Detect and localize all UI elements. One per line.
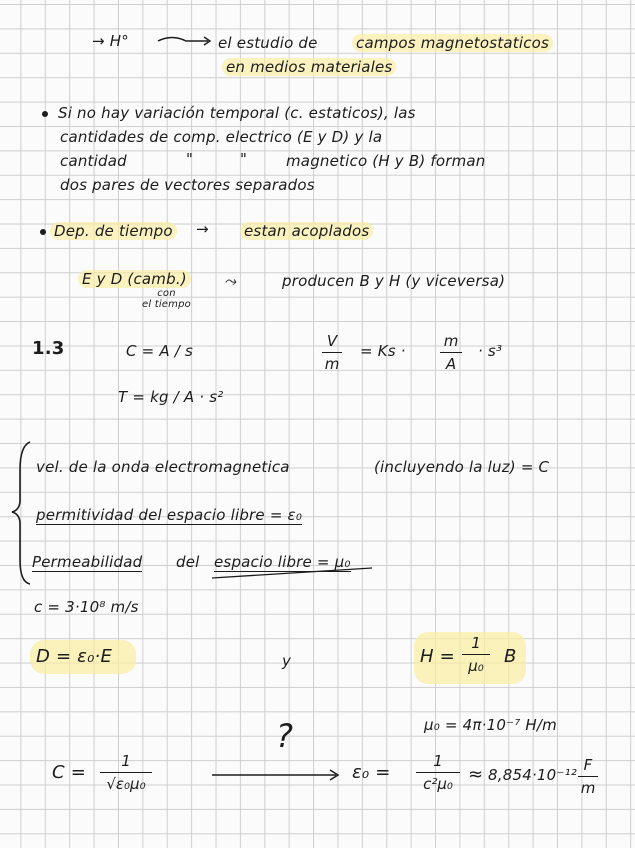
b1-line3a: cantidad	[60, 152, 127, 170]
approx-sign: ≈	[468, 764, 484, 785]
eq2-tail: · s³	[478, 342, 503, 360]
frac-c-num: 1	[121, 752, 131, 770]
frac-eps-num: 1	[433, 752, 443, 770]
frac-h-num: 1	[471, 634, 481, 652]
brace-row1a: vel. de la onda electromagnetica	[36, 458, 290, 476]
hl-medios: en medios materiales	[222, 58, 396, 76]
frac-unit-num: F	[583, 756, 593, 774]
brace-row3c: espacio libre = μ₀	[214, 553, 351, 571]
mu0-value: μ₀ = 4π·10⁻⁷ H/m	[424, 716, 557, 734]
eps-value: 8,854·10⁻¹²	[488, 766, 577, 784]
speed-of-light: c = 3·10⁸ m/s	[34, 598, 139, 616]
text-estudio: el estudio de	[218, 34, 318, 52]
eq-d: D = ε₀·E	[36, 646, 113, 667]
frac-unit-bar	[578, 776, 598, 777]
frac-v-den: m	[324, 355, 340, 373]
section-number: 1.3	[32, 338, 65, 359]
hl-acoplados: estan acoplados	[240, 222, 373, 240]
frac-unit-den: m	[580, 779, 596, 797]
question-mark: ?	[276, 717, 294, 755]
hl-campos: campos magnetostaticos	[352, 34, 553, 52]
y-conjunction: y	[282, 652, 292, 670]
hl-eyd: E y D (camb.)	[78, 270, 191, 288]
frac-unit	[578, 756, 598, 797]
eq2-rest: = Ks ·	[360, 342, 406, 360]
frac-eps	[416, 752, 460, 793]
b1-line3c: "	[240, 150, 248, 168]
eq-h-rhs: B	[504, 646, 517, 667]
brace-row1b: (incluyendo la luz) = C	[374, 458, 550, 476]
b1-line3d: magnetico (H y B) forman	[286, 152, 486, 170]
frac-m-num: m	[443, 332, 459, 350]
arrow-b2: →	[196, 220, 209, 238]
tilde-arrow: ⤳	[224, 272, 237, 290]
eq-tesla: T = kg / A · s²	[118, 388, 224, 406]
small-tiempo: con el tiempo	[142, 288, 191, 310]
hl-dep-tiempo: Dep. de tiempo	[50, 222, 177, 240]
frac-v-num: V	[326, 332, 338, 350]
frac-eps-bar	[416, 772, 460, 773]
b1-line1: Si no hay variación temporal (c. estaticos), las	[58, 104, 416, 122]
b1-line3b: "	[186, 150, 194, 168]
frac-h-den: μ₀	[468, 657, 484, 675]
eq-h-lhs: H =	[420, 646, 455, 667]
b1-line4: dos pares de vectores separados	[60, 176, 315, 194]
brace-row2: permitividad del espacio libre = ε₀	[36, 506, 303, 524]
arrow-h: → H°	[92, 32, 129, 50]
frac-m-den: A	[445, 355, 457, 373]
eq-c-lhs: C =	[52, 762, 86, 783]
eq-coulomb: C = A / s	[126, 342, 194, 360]
b1-line2: cantidades de comp. electrico (E y D) y la	[60, 128, 383, 146]
eq-eps-lhs: ε₀ =	[352, 762, 391, 783]
brace-row3a: Permeabilidad	[32, 553, 143, 571]
brace-row3b: del	[176, 553, 200, 571]
producen-text: producen B y H (y viceversa)	[282, 272, 506, 290]
frac-eps-den: c²μ₀	[423, 775, 453, 793]
frac-c-den: √ε₀μ₀	[106, 775, 146, 793]
